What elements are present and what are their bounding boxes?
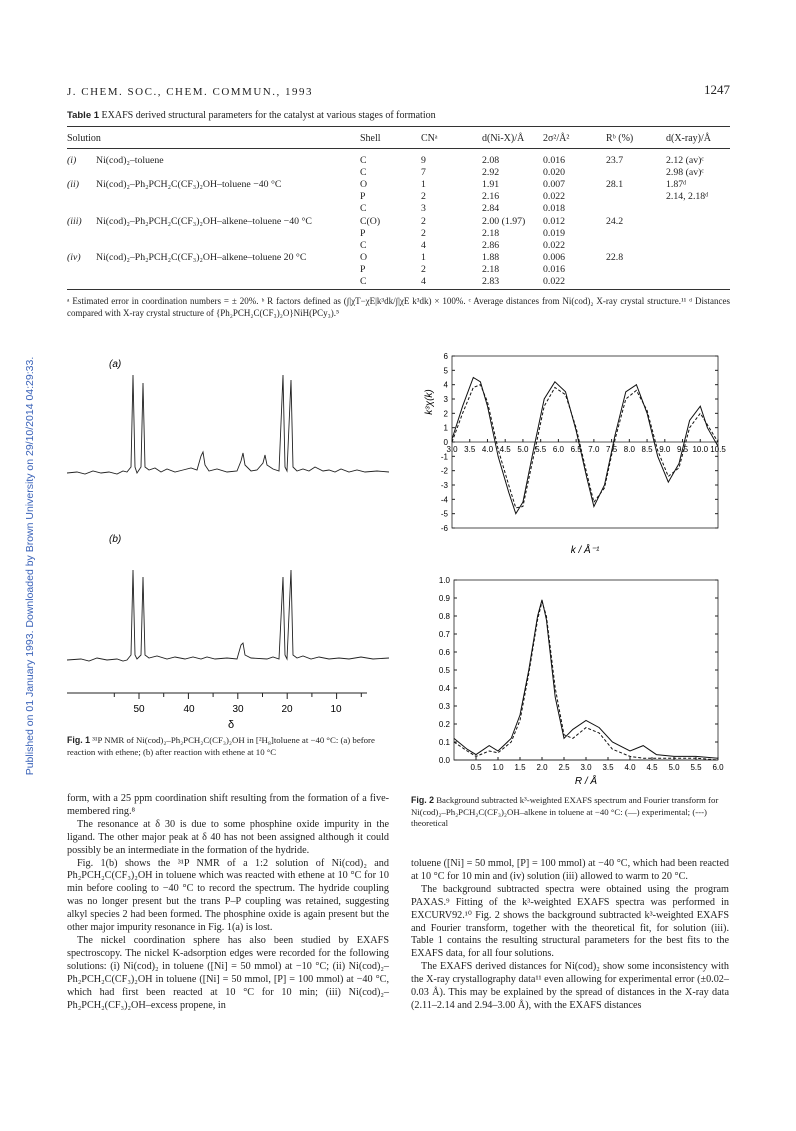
table-header-solution: Solution bbox=[67, 133, 101, 144]
table-cell-d: 2.92 bbox=[482, 167, 500, 179]
table-cell-x: 2.98 (av)ᶜ bbox=[666, 167, 704, 179]
x-tick-label: 4.0 bbox=[624, 763, 636, 772]
table-cell-d: 2.16 bbox=[482, 191, 500, 203]
table-cell-r: 24.2 bbox=[606, 215, 624, 227]
y-tick-label: 0.4 bbox=[438, 684, 450, 693]
table-cell-shell: O bbox=[360, 251, 368, 263]
x-tick-label: 1.0 bbox=[492, 763, 504, 772]
x-tick-label: 6.5 bbox=[570, 445, 582, 454]
x-tick-label: 6.0 bbox=[552, 445, 564, 454]
fig1-caption-label: Fig. 1 bbox=[67, 735, 90, 745]
x-tick-label: 7.0 bbox=[588, 445, 600, 454]
left-paragraph: The resonance at δ 30 is due to some phosphine oxide impurity in the ligand. The other major peak at δ 40 has not been assigned although it could possibly be an intermediate in the formation of the hydride. bbox=[67, 818, 389, 856]
table-cell-s: 0.016 bbox=[543, 155, 566, 166]
table-header-distance: d(Ni-X)/Å bbox=[482, 133, 525, 144]
series-line-solid bbox=[454, 600, 718, 758]
table-cell-shell: P bbox=[360, 263, 366, 275]
nmr-spectrum-b bbox=[67, 570, 389, 661]
exafs-chart bbox=[404, 348, 734, 558]
table-cell-shell: C(O) bbox=[360, 215, 381, 227]
table-cell-shell: C bbox=[360, 276, 367, 287]
y-tick-label: 0.5 bbox=[438, 666, 450, 675]
table-cell-d: 2.18 bbox=[482, 263, 500, 275]
table-cell-cn: 7 bbox=[421, 167, 426, 179]
table-cell-d: 2.86 bbox=[482, 239, 500, 251]
nmr-tick-label: 50 bbox=[133, 704, 145, 715]
right-column-text bbox=[411, 858, 729, 1013]
table-header-sigma: 2σ²/Å² bbox=[543, 133, 570, 144]
table-header-rule bbox=[67, 148, 730, 149]
table-caption bbox=[67, 110, 436, 121]
fig2-caption bbox=[411, 795, 729, 830]
table-cell-num: (iii) bbox=[67, 215, 82, 227]
y-tick-label: 2 bbox=[443, 409, 448, 419]
running-head: J. CHEM. SOC., CHEM. COMMUN., 1993 bbox=[67, 86, 313, 98]
table-cell-shell: C bbox=[360, 203, 367, 215]
fig2-caption-text: Background subtracted k³-weighted EXAFS spectrum and Fourier transform for Ni(cod)₂–Ph₂PCH₂C(CF₃)₂OH–alkene in toluene at −40 °C: (—) experimental; (---) theoretical bbox=[411, 795, 719, 828]
nmr-tick-group bbox=[114, 693, 361, 715]
table-cell-s: 0.006 bbox=[543, 251, 566, 263]
table-cell-s: 0.022 bbox=[543, 191, 566, 203]
table-cell-d: 2.84 bbox=[482, 203, 500, 215]
x-tick-label: 1.5 bbox=[514, 763, 526, 772]
x-tick-label: 7.5 bbox=[606, 445, 618, 454]
x-tick-label: 3.5 bbox=[602, 763, 614, 772]
table-cell-r: 23.7 bbox=[606, 155, 624, 166]
y-tick-label: 0.9 bbox=[438, 594, 450, 603]
table-cell-solution: Ni(cod)₂–toluene bbox=[96, 155, 164, 166]
x-tick-label: 4.0 bbox=[481, 445, 494, 454]
x-tick-label: 6.0 bbox=[712, 763, 724, 772]
table-cell-s: 0.012 bbox=[543, 215, 566, 227]
table-cell-s: 0.022 bbox=[543, 239, 566, 251]
table-caption-text: EXAFS derived structural parameters for the catalyst at various stages of formation bbox=[101, 110, 436, 121]
y-tick-label: 0.2 bbox=[438, 720, 450, 729]
fig1-caption-text: ³¹P NMR of Ni(cod)₂–Ph₂PCH₂C(CF₃)₂OH in [²H₈]toluene at −40 °C: (a) before reaction with ethene; (b) after reaction with ethene at 10 °C bbox=[67, 735, 375, 757]
y-tick-label: 4 bbox=[443, 380, 448, 390]
table-cell-cn: 1 bbox=[421, 179, 426, 191]
table-header-r-factor: Rᵇ (%) bbox=[606, 133, 634, 144]
table-cell-cn: 2 bbox=[421, 227, 426, 239]
fig1-caption bbox=[67, 735, 389, 758]
fourier-transform-chart bbox=[404, 570, 734, 792]
table-cell-d: 2.18 bbox=[482, 227, 500, 239]
x-tick-label: 5.0 bbox=[668, 763, 680, 772]
y-tick-label: 0.6 bbox=[438, 648, 450, 657]
table-cell-x: 2.14, 2.18ᵈ bbox=[666, 191, 709, 203]
table-bottom-rule bbox=[67, 289, 730, 290]
table-cell-cn: 4 bbox=[421, 239, 426, 251]
table-cell-shell: C bbox=[360, 239, 367, 251]
y-tick-label: -6 bbox=[440, 524, 448, 533]
panel-a-label: (a) bbox=[109, 359, 122, 370]
nmr-tick-label: 20 bbox=[281, 704, 293, 715]
x-tick-label: 9.5 bbox=[676, 445, 689, 454]
series-line-dashed bbox=[454, 602, 718, 760]
left-paragraph: The nickel coordination sphere has also been studied by EXAFS spectroscopy. The nickel K-adsorption edges were recorded for the following solutions: (i) Ni(cod)₂ in toluene ([Ni] = 50 mmol) at −10 °C; (ii) Ni(cod)₂–Ph₂PCH₂C(CF₃)₂OH in toluene ([Ni] = 50 mmol, [P] = 100 mmol) at −40 °C, which had first been reacted at 10 °C for 10 min; (iii) Ni(cod)₂–Ph₂PCH₂(CF₃)₂OH–excess propene, in bbox=[67, 934, 389, 1011]
x-tick-label: 10.5 bbox=[710, 445, 726, 454]
nmr-axis-label: δ bbox=[227, 719, 235, 731]
y-tick-label: 0.0 bbox=[438, 756, 450, 765]
table-cell-num: (ii) bbox=[67, 179, 79, 191]
x-tick-label: 10.0 bbox=[692, 445, 709, 454]
x-tick-label: 9.0 bbox=[659, 445, 671, 454]
plot-frame bbox=[454, 580, 718, 760]
x-axis-label: R / Å bbox=[574, 776, 598, 787]
table-cell-s: 0.018 bbox=[543, 203, 566, 215]
table-header-shell: Shell bbox=[360, 133, 381, 144]
right-paragraph: The background subtracted spectra were obtained using the program PAXAS.⁹ Fitting of the k³-weighted EXAFS spectra was performed in EXCURV92.¹⁰ Fig. 2 shows the background subtracted k³-weighted EXAFS and Fourier transform, together with the theoretical fit, for solution (iii). Table 1 contains the resulting structural parameters for the best fits to the EXAFS data, for all four solutions. bbox=[411, 883, 729, 960]
table-cell-s: 0.020 bbox=[543, 167, 566, 179]
table-cell-solution: Ni(cod)₂–Ph₂PCH₂C(CF₃)₂OH–toluene −40 °C bbox=[96, 179, 282, 191]
table-cell-d: 2.83 bbox=[482, 276, 500, 287]
y-axis-label: k³χ(k) bbox=[424, 389, 435, 415]
x-tick-label: 8.5 bbox=[641, 445, 653, 454]
publication-side-note: Published on 01 January 1993. Downloaded by Brown University on 29/10/2014 04:29:33. bbox=[24, 356, 36, 776]
x-tick-label: 8.0 bbox=[623, 445, 635, 454]
y-tick-label: -1 bbox=[440, 452, 448, 462]
x-axis-label: k / Å⁻¹ bbox=[570, 545, 600, 556]
table-top-rule bbox=[67, 126, 730, 127]
x-tick-label: 2.5 bbox=[558, 763, 570, 772]
left-paragraph: Fig. 1(b) shows the ³¹P NMR of a 1:2 solution of Ni(cod)₂ and Ph₂PCH₂C(CF₃)₂OH in toluene which was reacted with ethene at 10 °C for 10 min before cooling to −40 °C to record the spectrum. The hydride coupling was no longer present but the trans P–P coupling was retained, suggesting alkyl species 2 had been formed. The phosphine oxide is again present but the other major impurity resonance in Fig. 1(a) is lost. bbox=[67, 857, 389, 934]
table-footnote: ᵃ Estimated error in coordination numbers = ± 20%. ᵇ R factors defined as (∫|χT−χE|k³dk/∫|χE k³dk) × 100%. ᶜ Average distances from Ni(cod)₂ X-ray crystal structure.¹¹ ᵈ Distances compared with X-ray crystal structure of {Ph₂PCH₂C(CF₃)₂O}NiH(PCy₃).⁵ bbox=[67, 296, 730, 318]
table-cell-shell: P bbox=[360, 227, 366, 239]
table-cell-shell: C bbox=[360, 155, 367, 166]
y-tick-label: -4 bbox=[440, 495, 448, 505]
x-tick-label: 5.0 bbox=[517, 445, 529, 454]
table-cell-s: 0.019 bbox=[543, 227, 566, 239]
right-paragraph: The EXAFS derived distances for Ni(cod)₂ show some inconsistency with the X-ray crystallography data¹¹ even allowing for experimental error (±0.02–0.03 Å). This may be explained by the spread of distances in the X-ray data (2.11–2.14 and 2.94–3.00 Å), with the EXAFS distances bbox=[411, 961, 729, 1011]
x-tick-label: 4.5 bbox=[499, 445, 511, 454]
x-tick-label: 4.5 bbox=[646, 763, 658, 772]
y-tick-label: 5 bbox=[443, 366, 448, 376]
y-tick-label: 0.3 bbox=[438, 702, 450, 711]
table-cell-d: 1.88 bbox=[482, 251, 500, 263]
table-cell-cn: 1 bbox=[421, 251, 426, 263]
left-column-text bbox=[67, 793, 389, 1012]
table-cell-solution: Ni(cod)₂–Ph₂PCH₂C(CF₃)₂OH–alkene–toluene 20 °C bbox=[96, 251, 307, 263]
left-paragraph: form, with a 25 ppm coordination shift resulting from the formation of a five-membered ring.⁸ bbox=[67, 793, 389, 817]
page-number: 1247 bbox=[704, 82, 730, 97]
nmr-tick-label: 30 bbox=[232, 704, 244, 715]
table-cell-r: 28.1 bbox=[606, 179, 624, 191]
y-tick-label: 1 bbox=[443, 423, 448, 433]
x-tick-label: 3.0 bbox=[446, 445, 458, 454]
y-tick-label: 3 bbox=[443, 395, 448, 404]
y-tick-label: 0.1 bbox=[438, 738, 450, 747]
table-header-xray: d(X-ray)/Å bbox=[666, 133, 711, 144]
y-tick-label: -2 bbox=[440, 466, 448, 476]
panel-b-label: (b) bbox=[109, 534, 122, 545]
table-cell-shell: P bbox=[360, 191, 366, 203]
y-tick-label: 0.7 bbox=[438, 630, 450, 639]
x-tick-label: 5.5 bbox=[535, 445, 547, 454]
nmr-spectrum-a bbox=[67, 375, 389, 474]
right-paragraph: toluene ([Ni] = 50 mmol, [P] = 100 mmol) at −40 °C, which had been reacted at 10 °C for 10 min and (iv) solution (iii) allowed to warm to 20 °C. bbox=[411, 858, 729, 882]
x-tick-label: 5.5 bbox=[690, 763, 702, 772]
table-header-cn: CNᵃ bbox=[421, 133, 438, 144]
y-tick-label: 0 bbox=[443, 438, 448, 447]
table-cell-cn: 3 bbox=[421, 203, 426, 215]
fig2-caption-label: Fig. 2 bbox=[411, 795, 434, 805]
table-cell-shell: C bbox=[360, 167, 367, 179]
y-tick-label: 0.8 bbox=[438, 612, 450, 621]
table-cell-cn: 2 bbox=[421, 263, 426, 275]
table-cell-x: 2.12 (av)ᶜ bbox=[666, 155, 704, 166]
table-cell-cn: 2 bbox=[421, 191, 426, 203]
y-tick-label: -5 bbox=[440, 509, 448, 519]
table-cell-d: 1.91 bbox=[482, 179, 500, 191]
table-cell-num: (iv) bbox=[67, 251, 81, 263]
nmr-figure bbox=[67, 355, 389, 735]
x-tick-label: 0.5 bbox=[470, 763, 482, 772]
table-cell-num: (i) bbox=[67, 155, 77, 166]
nmr-tick-label: 40 bbox=[183, 704, 195, 715]
table-cell-cn: 4 bbox=[421, 276, 426, 287]
table-cell-s: 0.007 bbox=[543, 179, 566, 191]
table-cell-r: 22.8 bbox=[606, 251, 624, 263]
y-tick-label: -3 bbox=[440, 481, 448, 490]
table-cell-s: 0.022 bbox=[543, 276, 566, 287]
table-cell-d: 2.00 (1.97) bbox=[482, 215, 526, 227]
table-cell-shell: O bbox=[360, 179, 368, 191]
y-tick-label: 1.0 bbox=[438, 576, 450, 585]
x-tick-label: 3.0 bbox=[580, 763, 592, 772]
nmr-tick-label: 10 bbox=[330, 704, 342, 715]
y-tick-label: 6 bbox=[443, 352, 448, 361]
table-cell-solution: Ni(cod)₂–Ph₂PCH₂C(CF₃)₂OH–alkene–toluene −40 °C bbox=[96, 215, 312, 227]
table-cell-cn: 9 bbox=[421, 155, 426, 166]
table-cell-d: 2.08 bbox=[482, 155, 500, 166]
table-cell-cn: 2 bbox=[421, 215, 426, 227]
x-tick-label: 2.0 bbox=[536, 763, 548, 772]
x-tick-label: 3.5 bbox=[464, 445, 476, 454]
table-label: Table 1 bbox=[67, 110, 100, 121]
table-cell-s: 0.016 bbox=[543, 263, 566, 275]
table-cell-x: 1.87ᵈ bbox=[666, 179, 687, 191]
